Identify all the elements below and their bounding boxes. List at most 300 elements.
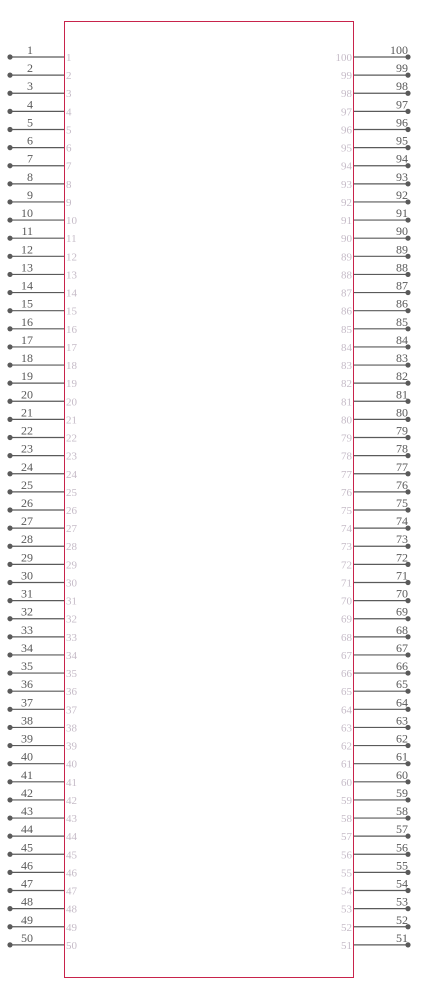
pin-number-outer: 41 <box>21 767 33 782</box>
pin-21 <box>7 405 77 426</box>
pin-number-inner: 94 <box>341 160 352 173</box>
pin-number-inner: 67 <box>341 649 352 662</box>
pin-number-inner: 74 <box>341 523 352 536</box>
pin-7 <box>7 152 72 173</box>
pin-end-dot <box>7 852 12 857</box>
pin-number-inner: 77 <box>341 468 352 481</box>
pin-number-outer: 42 <box>21 785 33 800</box>
pin-number-inner: 88 <box>341 269 352 282</box>
pin-17 <box>7 333 77 354</box>
pin-end-dot <box>7 870 12 875</box>
pin-number-outer: 74 <box>396 514 408 529</box>
pin-end-dot <box>7 580 12 585</box>
pin-31 <box>7 587 77 608</box>
pin-number-outer: 83 <box>396 351 408 366</box>
pin-number-inner: 91 <box>341 215 352 228</box>
pin-number-outer: 46 <box>21 858 33 873</box>
pin-end-dot <box>7 453 12 458</box>
pin-number-outer: 3 <box>27 79 33 94</box>
pin-number-outer: 53 <box>396 894 408 909</box>
left-pin-group <box>7 43 77 952</box>
pin-end-dot <box>7 489 12 494</box>
pin-number-inner: 45 <box>66 849 77 862</box>
pin-end-dot <box>7 199 12 204</box>
pin-end-dot <box>7 507 12 512</box>
pin-number-outer: 28 <box>21 532 33 547</box>
pin-number-outer: 36 <box>21 677 33 692</box>
pin-number-inner: 35 <box>66 668 77 681</box>
pin-end-dot <box>7 344 12 349</box>
pin-end-dot <box>7 290 12 295</box>
pin-16 <box>7 315 77 336</box>
pin-number-inner: 63 <box>341 722 352 735</box>
pin-43 <box>7 804 77 825</box>
pin-number-outer: 85 <box>396 314 408 329</box>
pin-end-dot <box>7 381 12 386</box>
pin-number-inner: 59 <box>341 794 352 807</box>
pin-end-dot <box>7 562 12 567</box>
pin-number-inner: 58 <box>341 813 352 826</box>
pin-number-outer: 77 <box>396 459 408 474</box>
pin-number-inner: 14 <box>66 287 77 300</box>
pin-number-inner: 49 <box>66 921 77 934</box>
pin-number-inner: 89 <box>341 251 352 264</box>
pin-15 <box>7 297 77 318</box>
pin-number-outer: 94 <box>396 151 408 166</box>
pin-end-dot <box>7 127 12 132</box>
pin-number-outer: 26 <box>21 496 33 510</box>
pin-number-inner: 37 <box>66 704 77 717</box>
pin-number-inner: 72 <box>341 559 352 572</box>
pin-36 <box>7 677 77 698</box>
pin-32 <box>7 605 77 626</box>
pin-number-outer: 22 <box>21 423 33 438</box>
pin-number-outer: 68 <box>396 622 408 637</box>
pin-end-dot <box>7 815 12 820</box>
pin-end-dot <box>7 598 12 603</box>
pin-23 <box>7 442 77 463</box>
pin-5 <box>7 115 72 136</box>
pin-number-inner: 13 <box>66 269 77 282</box>
pin-number-inner: 57 <box>341 831 352 844</box>
pin-number-outer: 27 <box>21 514 33 529</box>
pin-25 <box>7 478 77 499</box>
pin-end-dot <box>7 54 12 59</box>
pin-number-outer: 97 <box>396 97 408 112</box>
pin-end-dot <box>7 362 12 367</box>
pin-number-outer: 81 <box>396 387 408 402</box>
pin-number-outer: 60 <box>396 767 408 782</box>
component-body <box>65 22 354 978</box>
pin-end-dot <box>7 417 12 422</box>
pin-29 <box>7 550 77 571</box>
pin-number-inner: 81 <box>341 396 352 409</box>
pin-50 <box>7 931 77 952</box>
pin-number-inner: 5 <box>66 124 72 137</box>
pin-number-outer: 67 <box>396 640 408 655</box>
pin-number-inner: 90 <box>341 233 352 246</box>
pin-number-inner: 26 <box>66 505 77 517</box>
pin-end-dot <box>7 689 12 694</box>
pin-number-outer: 96 <box>396 115 408 130</box>
pin-number-inner: 9 <box>66 196 72 209</box>
pin-end-dot <box>7 725 12 730</box>
pin-number-inner: 6 <box>66 142 72 155</box>
pin-end-dot <box>7 616 12 621</box>
pin-number-outer: 61 <box>396 749 408 764</box>
pin-number-outer: 18 <box>21 351 33 366</box>
pin-number-outer: 6 <box>27 133 33 148</box>
pin-number-outer: 21 <box>21 405 33 420</box>
pin-number-inner: 56 <box>341 849 352 862</box>
pin-number-outer: 84 <box>396 332 408 347</box>
pin-number-inner: 38 <box>66 722 77 735</box>
pin-number-inner: 28 <box>66 541 77 554</box>
pin-number-inner: 51 <box>341 939 352 952</box>
pin-33 <box>7 623 77 644</box>
pin-end-dot <box>7 942 12 947</box>
pin-9 <box>7 188 72 209</box>
pin-end-dot <box>7 924 12 929</box>
pin-40 <box>7 750 77 771</box>
pin-end-dot <box>7 670 12 675</box>
pin-number-outer: 98 <box>396 79 408 94</box>
pin-number-outer: 52 <box>396 912 408 927</box>
pin-46 <box>7 858 77 879</box>
pin-number-inner: 24 <box>66 468 77 481</box>
pin-number-outer: 16 <box>21 314 33 329</box>
pin-number-outer: 10 <box>21 206 33 221</box>
pin-number-inner: 60 <box>341 776 352 789</box>
pin-end-dot <box>7 471 12 476</box>
pin-number-outer: 62 <box>396 731 408 746</box>
pin-number-outer: 72 <box>396 550 408 565</box>
pin-number-inner: 32 <box>66 613 77 626</box>
pin-19 <box>7 369 77 390</box>
pin-number-inner: 20 <box>66 396 77 409</box>
pin-number-outer: 44 <box>21 822 33 837</box>
pin-end-dot <box>7 707 12 712</box>
pin-number-outer: 33 <box>21 622 33 637</box>
pin-end-dot <box>7 906 12 911</box>
pin-41 <box>7 768 77 789</box>
pin-number-inner: 52 <box>341 921 352 934</box>
pin-number-inner: 50 <box>66 939 77 952</box>
pin-number-inner: 43 <box>66 813 77 826</box>
pin-number-inner: 7 <box>66 160 72 173</box>
pin-22 <box>7 424 77 445</box>
pin-end-dot <box>7 399 12 404</box>
pin-number-outer: 39 <box>21 731 33 746</box>
pin-34 <box>7 641 77 662</box>
pin-35 <box>7 659 77 680</box>
pin-number-inner: 18 <box>66 360 77 373</box>
pin-end-dot <box>7 163 12 168</box>
pin-49 <box>7 913 77 934</box>
pin-number-inner: 27 <box>66 523 77 536</box>
pin-number-inner: 99 <box>341 70 352 83</box>
pin-number-outer: 71 <box>396 568 408 583</box>
pin-number-inner: 36 <box>66 686 77 699</box>
pin-number-outer: 24 <box>21 459 33 474</box>
pin-number-outer: 4 <box>27 97 33 112</box>
pin-end-dot <box>7 326 12 331</box>
pin-number-outer: 13 <box>21 260 33 275</box>
pin-number-inner: 8 <box>66 178 72 191</box>
pin-number-inner: 42 <box>66 794 77 807</box>
pin-number-inner: 96 <box>341 124 352 137</box>
pin-number-outer: 11 <box>21 224 33 239</box>
pin-number-inner: 82 <box>341 378 352 391</box>
pin-number-inner: 68 <box>341 631 352 644</box>
pin-number-outer: 25 <box>21 477 33 492</box>
pin-number-outer: 63 <box>396 713 408 728</box>
pin-number-outer: 86 <box>396 296 408 311</box>
pin-47 <box>7 877 77 898</box>
pin-number-inner: 40 <box>66 758 77 771</box>
pin-number-outer: 8 <box>27 169 33 184</box>
pin-number-inner: 10 <box>66 215 77 228</box>
pin-number-inner: 54 <box>341 885 352 898</box>
pin-number-inner: 69 <box>341 613 352 626</box>
pin-39 <box>7 732 77 753</box>
pin-number-inner: 66 <box>341 668 352 681</box>
pin-44 <box>7 822 77 843</box>
pin-number-outer: 48 <box>21 894 33 909</box>
pin-number-outer: 99 <box>396 61 408 76</box>
pin-number-inner: 31 <box>66 595 77 608</box>
pin-number-outer: 75 <box>396 496 408 510</box>
pin-end-dot <box>7 652 12 657</box>
pin-number-inner: 4 <box>66 106 72 119</box>
pin-number-inner: 80 <box>341 414 352 427</box>
pin-number-outer: 15 <box>21 296 33 311</box>
pin-6 <box>7 134 72 155</box>
pin-number-inner: 55 <box>341 867 352 880</box>
pin-8 <box>7 170 72 191</box>
pin-number-inner: 95 <box>341 142 352 155</box>
pin-number-outer: 9 <box>27 187 33 202</box>
pin-42 <box>7 786 77 807</box>
pin-number-outer: 56 <box>396 840 408 855</box>
pin-number-outer: 38 <box>21 713 33 728</box>
pin-38 <box>7 713 77 734</box>
pin-number-inner: 84 <box>341 341 352 354</box>
pin-number-outer: 30 <box>21 568 33 583</box>
pin-number-inner: 47 <box>66 885 77 898</box>
pin-number-inner: 100 <box>335 52 352 64</box>
pin-4 <box>7 97 72 118</box>
pin-number-outer: 91 <box>396 206 408 221</box>
pin-12 <box>7 242 77 263</box>
pin-45 <box>7 840 77 861</box>
pin-number-inner: 53 <box>341 903 352 916</box>
pin-number-inner: 44 <box>66 831 77 844</box>
pin-2 <box>7 61 71 82</box>
pin-number-outer: 45 <box>21 840 33 855</box>
pin-number-inner: 78 <box>341 450 352 463</box>
pin-number-outer: 17 <box>21 332 33 347</box>
pin-number-inner: 64 <box>341 704 352 717</box>
pin-number-outer: 79 <box>396 423 408 438</box>
pin-number-inner: 16 <box>66 323 77 336</box>
pin-number-inner: 17 <box>66 341 77 354</box>
pin-number-outer: 31 <box>21 586 33 601</box>
pin-20 <box>7 387 77 408</box>
pin-30 <box>7 568 77 589</box>
pin-number-outer: 14 <box>21 278 33 293</box>
pin-number-inner: 3 <box>66 88 72 101</box>
pin-number-outer: 47 <box>21 876 33 891</box>
pin-number-inner: 39 <box>66 740 77 753</box>
pin-number-inner: 75 <box>341 505 352 517</box>
pin-number-inner: 19 <box>66 378 77 391</box>
pin-number-outer: 78 <box>396 441 408 456</box>
pin-48 <box>7 895 77 916</box>
pin-13 <box>7 260 77 281</box>
pin-number-outer: 90 <box>396 224 408 239</box>
pin-number-inner: 41 <box>66 776 77 789</box>
right-pin-group <box>336 43 411 952</box>
pin-number-outer: 49 <box>21 912 33 927</box>
pin-number-inner: 46 <box>66 867 77 880</box>
pin-number-outer: 66 <box>396 659 408 674</box>
pin-11 <box>7 224 76 245</box>
pin-number-outer: 80 <box>396 405 408 420</box>
pin-26 <box>7 496 77 517</box>
pin-end-dot <box>7 544 12 549</box>
pin-number-outer: 59 <box>396 785 408 800</box>
pin-number-outer: 43 <box>21 804 33 819</box>
pin-number-outer: 64 <box>396 695 408 710</box>
pin-end-dot <box>7 181 12 186</box>
pin-number-inner: 65 <box>341 686 352 699</box>
pin-number-outer: 29 <box>21 550 33 565</box>
pin-number-outer: 57 <box>396 822 408 837</box>
pin-18 <box>7 351 77 372</box>
pin-number-outer: 35 <box>21 659 33 674</box>
pin-number-outer: 92 <box>396 187 408 202</box>
pin-number-inner: 86 <box>341 305 352 318</box>
pin-number-outer: 87 <box>396 278 408 293</box>
pin-number-outer: 54 <box>396 876 408 891</box>
pin-end-dot <box>7 73 12 78</box>
pin-number-outer: 69 <box>396 604 408 619</box>
pin-number-outer: 20 <box>21 387 33 402</box>
pin-end-dot <box>7 761 12 766</box>
pin-51 <box>341 931 411 952</box>
pin-number-inner: 87 <box>341 287 352 300</box>
pin-number-inner: 71 <box>341 577 352 590</box>
pin-37 <box>7 695 77 716</box>
pin-number-inner: 70 <box>341 595 352 608</box>
pin-number-inner: 22 <box>66 432 77 445</box>
pin-number-outer: 95 <box>396 133 408 148</box>
pin-number-inner: 98 <box>341 88 352 101</box>
pin-end-dot <box>7 779 12 784</box>
pin-number-outer: 70 <box>396 586 408 601</box>
pin-number-outer: 73 <box>396 532 408 547</box>
pin-number-inner: 21 <box>66 414 77 427</box>
pin-number-inner: 33 <box>66 631 77 644</box>
pin-24 <box>7 460 77 481</box>
pin-number-inner: 34 <box>66 649 77 662</box>
pin-number-outer: 2 <box>27 61 33 76</box>
pin-number-outer: 19 <box>21 369 33 384</box>
pin-number-outer: 37 <box>21 695 33 710</box>
pin-end-dot <box>7 91 12 96</box>
pin-end-dot <box>7 145 12 150</box>
pin-number-outer: 100 <box>390 43 408 57</box>
pin-number-inner: 12 <box>66 251 77 264</box>
pin-number-inner: 25 <box>66 486 77 499</box>
pin-14 <box>7 279 77 300</box>
pin-28 <box>7 532 77 553</box>
pin-end-dot <box>7 526 12 531</box>
pin-number-inner: 15 <box>66 305 77 318</box>
pin-number-inner: 2 <box>66 70 72 83</box>
pin-number-inner: 83 <box>341 360 352 373</box>
pin-number-outer: 82 <box>396 369 408 384</box>
pin-number-inner: 73 <box>341 541 352 554</box>
pin-number-outer: 93 <box>396 169 408 184</box>
pin-number-inner: 48 <box>66 903 77 916</box>
pin-number-inner: 1 <box>66 52 72 64</box>
pin-end-dot <box>7 834 12 839</box>
pin-number-outer: 55 <box>396 858 408 873</box>
pin-end-dot <box>7 743 12 748</box>
pin-number-inner: 62 <box>341 740 352 753</box>
pin-number-inner: 76 <box>341 486 352 499</box>
pin-number-outer: 32 <box>21 604 33 619</box>
pin-number-inner: 93 <box>341 178 352 191</box>
pin-number-inner: 92 <box>341 196 352 209</box>
pin-number-outer: 51 <box>396 930 408 945</box>
pin-number-outer: 23 <box>21 441 33 456</box>
pin-number-outer: 58 <box>396 804 408 819</box>
pin-number-outer: 34 <box>21 640 33 655</box>
pin-end-dot <box>7 888 12 893</box>
pin-end-dot <box>7 254 12 259</box>
pin-end-dot <box>7 797 12 802</box>
pin-number-outer: 89 <box>396 242 408 257</box>
pin-number-inner: 85 <box>341 323 352 336</box>
pin-10 <box>7 206 77 227</box>
pin-number-outer: 7 <box>27 151 33 166</box>
pin-27 <box>7 514 77 535</box>
pin-end-dot <box>7 109 12 114</box>
pin-number-outer: 76 <box>396 477 408 492</box>
pin-end-dot <box>7 308 12 313</box>
pin-number-inner: 23 <box>66 450 77 463</box>
pin-end-dot <box>7 217 12 222</box>
pin-end-dot <box>7 435 12 440</box>
pin-3 <box>7 79 72 100</box>
pin-end-dot <box>7 272 12 277</box>
pin-number-inner: 61 <box>341 758 352 771</box>
pin-number-outer: 1 <box>27 43 33 57</box>
pin-number-outer: 65 <box>396 677 408 692</box>
pin-number-outer: 5 <box>27 115 33 130</box>
pin-number-inner: 79 <box>341 432 352 445</box>
pin-number-outer: 40 <box>21 749 33 764</box>
pin-number-inner: 30 <box>66 577 77 590</box>
pin-number-outer: 12 <box>21 242 33 257</box>
pin-number-outer: 50 <box>21 930 33 945</box>
pin-end-dot <box>7 236 12 241</box>
pin-number-inner: 11 <box>66 233 77 246</box>
pin-number-inner: 97 <box>341 106 352 119</box>
